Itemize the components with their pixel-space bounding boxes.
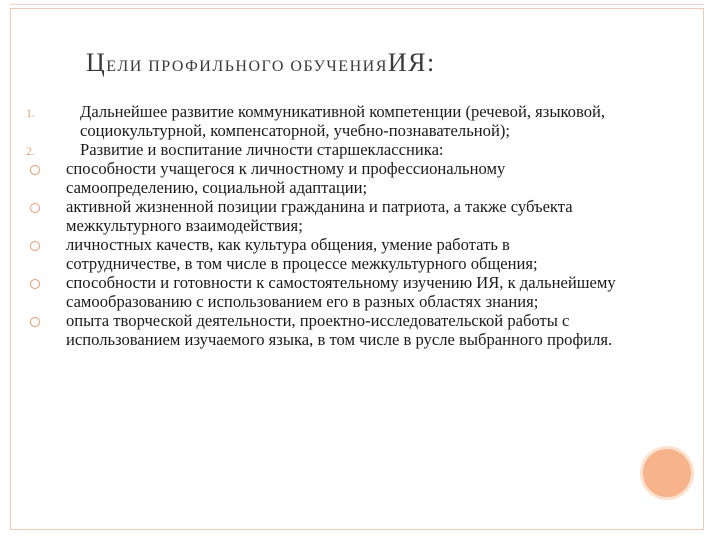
- ring-bullet-icon: [30, 236, 40, 255]
- frame-top-line: [10, 4, 704, 5]
- slide-title: [86, 48, 436, 78]
- list-item-text: личностных качеств, как культура общения, умение работать в сотрудничестве, в том числе в процессе межкультурного общения;: [66, 235, 538, 273]
- list-number: 2.: [26, 144, 35, 158]
- decorative-circle-icon: [640, 446, 694, 500]
- list-item-text: Развитие и воспитание личности старшеклассника:: [80, 140, 444, 159]
- title-text: ЕЛИ ПРОФИЛЬНОГО ОБУЧЕНИЯ: [106, 58, 388, 75]
- list-item: [24, 235, 624, 273]
- title-first-letter: Ц: [86, 48, 107, 77]
- list-item: [24, 273, 624, 311]
- list-number: 1.: [26, 106, 35, 120]
- list-item-text: способности и готовности к самостоятельному изучению ИЯ, к дальнейшему самообразованию с использованием его в разных областях знания;: [66, 273, 616, 311]
- list-item: [24, 311, 624, 349]
- title-end: ИЯ:: [387, 48, 436, 77]
- list-item: [24, 197, 624, 235]
- ring-bullet-icon: [30, 274, 40, 293]
- list-item-text: способности учащегося к личностному и профессиональному самоопределению, социальной адаптации;: [66, 159, 506, 197]
- goals-list: [24, 102, 624, 349]
- list-item: [24, 159, 624, 197]
- list-item: [24, 140, 624, 159]
- list-item-text: опыта творческой деятельности, проектно-исследовательской работы с использованием изучаемого языка, в том числе в русле выбранного профиля.: [66, 311, 613, 349]
- ring-bullet-icon: [30, 160, 40, 179]
- ring-bullet-icon: [30, 198, 40, 217]
- ring-bullet-icon: [30, 312, 40, 331]
- list-item-text: активной жизненной позиции гражданина и патриота, а также субъекта межкультурного взаимодействия;: [66, 197, 573, 235]
- list-item-text: Дальнейшее развитие коммуникативной компетенции (речевой, языковой, социокультурной, компенсаторной, учебно-познавательной);: [80, 102, 606, 140]
- list-item: [24, 102, 624, 140]
